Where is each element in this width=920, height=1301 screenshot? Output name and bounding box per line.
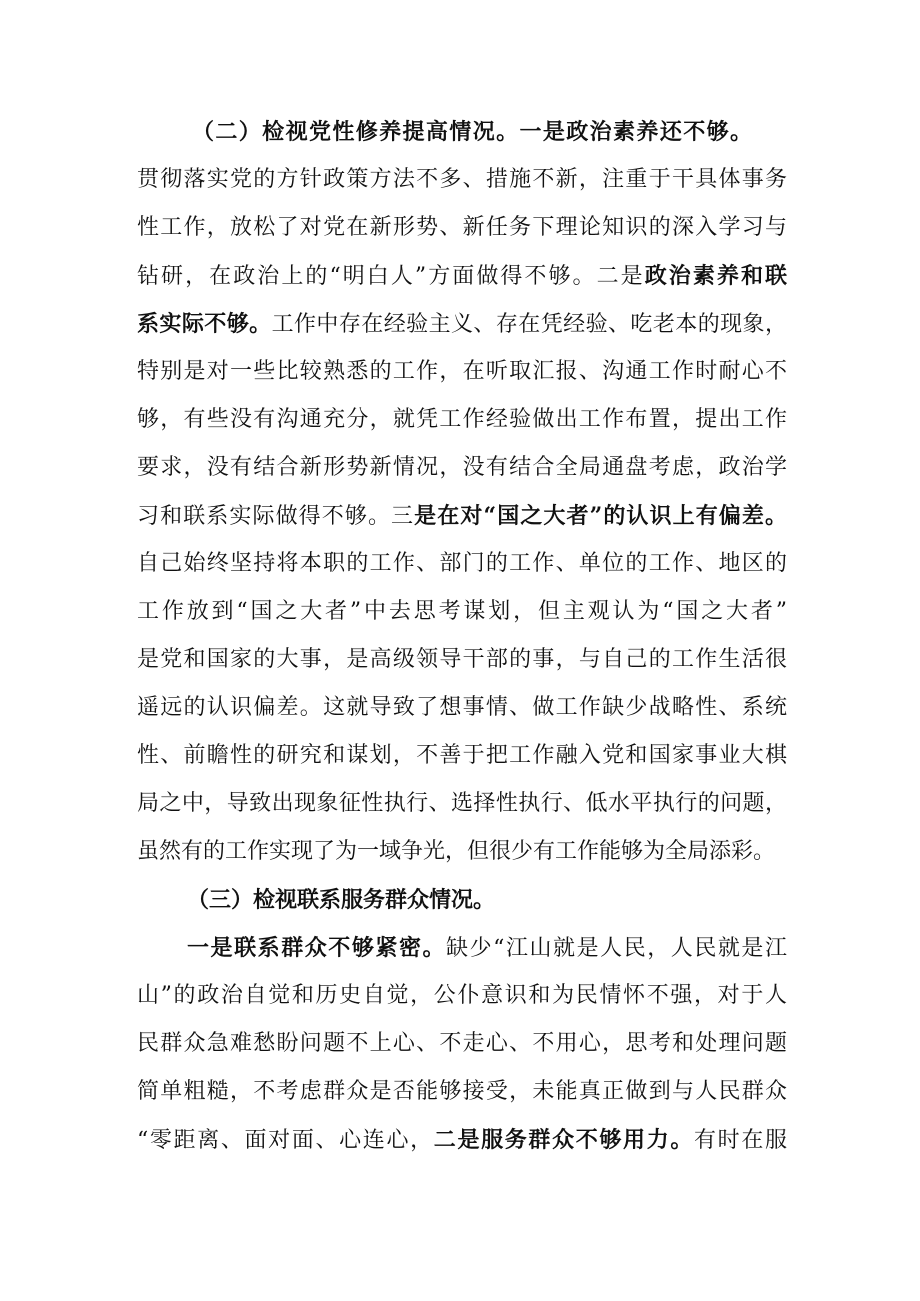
text-line	[137, 258, 787, 294]
text-line	[187, 930, 787, 966]
text-run: 缺少“江山就是人民，人民就是江	[446, 936, 787, 961]
text-run: 性、前瞻性的研究和谋划，不善于把工作融入党和国家事业大棋	[137, 743, 787, 768]
text-run: 山”的政治自觉和历史自觉，公仆意识和为民情怀不强，对于人	[137, 983, 787, 1008]
section-heading-2	[192, 114, 752, 150]
text-run: 工作放到“国之大者”中去思考谋划，但主观认为“国之大者”	[137, 599, 787, 624]
text-line	[137, 402, 787, 438]
text-line	[137, 1026, 787, 1062]
text-run: 钻研，在政治上的“明白人”方面做得不够。二是	[137, 264, 645, 289]
text-run-bold: 系实际不够。	[137, 311, 272, 337]
text-run: 够，有些没有沟通充分，就凭工作经验做出工作布置，提出工作	[137, 407, 787, 432]
text-line	[137, 690, 787, 726]
text-line	[137, 354, 787, 390]
text-run-bold: 政治素养和联	[644, 263, 787, 289]
text-run-bold: 是在对“国之大者”的认识上有偏差。	[414, 503, 787, 529]
text-run: 要求，没有结合新形势新情况，没有结合全局通盘考虑，政治学	[137, 455, 787, 480]
text-line	[137, 786, 787, 822]
text-run: 有时在服	[694, 1128, 787, 1153]
text-line	[137, 306, 787, 342]
text-line	[137, 594, 787, 630]
text-run: （二）检视党性修养提高情况。一是政治素养还不够。	[192, 119, 752, 145]
text-run: 遥远的认识偏差。这就导致了想事情、做工作缺少战略性、系统	[137, 695, 787, 720]
text-run: 民群众急难愁盼问题不上心、不走心、不用心，思考和处理问题	[137, 1031, 787, 1056]
text-run: 性工作，放松了对党在新形势、新任务下理论知识的深入学习与	[137, 215, 787, 240]
text-run: 习和联系实际做得不够。三	[137, 504, 415, 529]
text-run: 自己始终坚持将本职的工作、部门的工作、单位的工作、地区的	[137, 551, 787, 576]
text-run: 是党和国家的大事，是高级领导干部的事，与自己的工作生活很	[137, 647, 787, 672]
text-line	[137, 738, 787, 774]
text-line	[137, 978, 787, 1014]
section-heading-3	[187, 882, 787, 918]
text-line	[137, 162, 787, 198]
text-line	[137, 834, 787, 870]
text-line	[137, 210, 787, 246]
text-run: 工作中存在经验主义、存在凭经验、吃老本的现象，	[271, 312, 787, 337]
text-run-bold: 一是联系群众不够紧密。	[187, 935, 447, 961]
text-line	[137, 450, 787, 486]
text-line	[137, 642, 787, 678]
text-run: 虽然有的工作实现了为一域争光，但很少有工作能够为全局添彩。	[137, 839, 776, 864]
text-line	[137, 1074, 787, 1110]
text-run: 局之中，导致出现象征性执行、选择性执行、低水平执行的问题，	[137, 791, 787, 816]
text-run-bold: 二是服务群众不够用力。	[433, 1127, 695, 1153]
text-line	[137, 498, 787, 534]
text-run: 特别是对一些比较熟悉的工作，在听取汇报、沟通工作时耐心不	[137, 359, 787, 384]
text-run: 简单粗糙，不考虑群众是否能够接受，未能真正做到与人民群众	[137, 1079, 787, 1104]
text-run: “零距离、面对面、心连心，	[137, 1128, 434, 1153]
text-line	[137, 546, 787, 582]
text-run-bold: （三）检视联系服务群众情况。	[187, 887, 496, 913]
text-run: 贯彻落实党的方针政策方法不多、措施不新，注重于干具体事务	[137, 167, 787, 192]
text-line	[137, 1122, 787, 1158]
